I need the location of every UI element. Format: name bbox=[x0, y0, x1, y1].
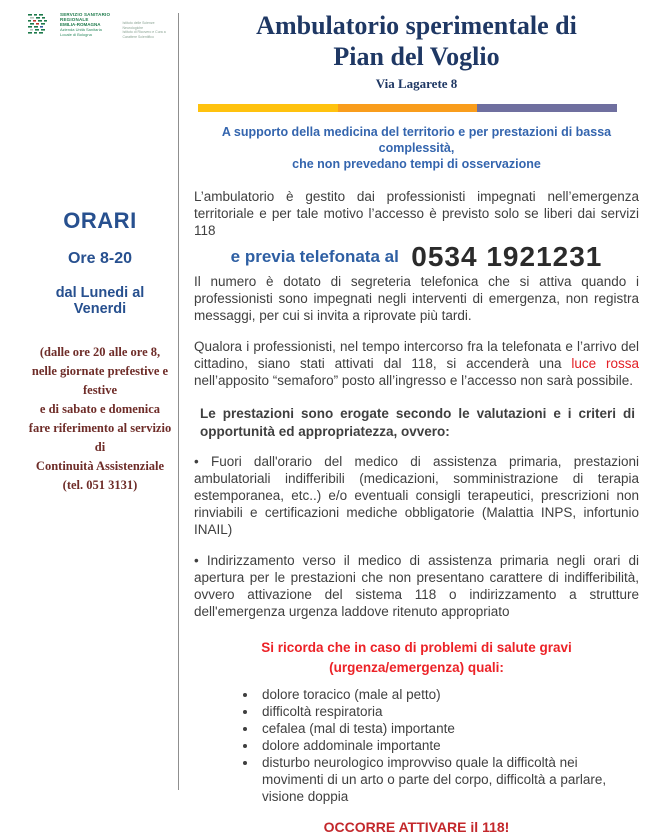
paragraph-red-light bbox=[194, 338, 639, 389]
header-bar bbox=[198, 104, 617, 112]
phone-line bbox=[194, 241, 639, 273]
service-bullet-2: • Indirizzamento verso il medico di assistenza primaria negli orari di apertura per le prestazioni che non presentano carattere di indifferibilità, ovvero attivazione del sistema 118 o indirizzamento a strutture dell'emergenza urgenza laddove ritenuto appropriato bbox=[194, 552, 639, 620]
service-bullet-1: • Fuori dall'orario del medico di assistenza primaria, prestazioni ambulatoriali indifferibili (medicazioni, somministrazione di terapia estemporanea, etc..) e/o eventuali consigli terapeutici, prescrizioni non rinviabili e certificazioni mediche obbligatorie (Malattia INPS, infortunio INAIL) bbox=[194, 453, 639, 538]
logo-line-3: Azienda Unità Sanitaria Locale di Bologna bbox=[60, 27, 102, 37]
institute-line-1: Istituto delle Scienze Neurologiche bbox=[122, 21, 155, 30]
note-line: (tel. 051 3131) bbox=[62, 478, 138, 492]
note-line: e di sabato e domenica bbox=[39, 402, 161, 416]
red-light-text-2: nell’apposito “semaforo” posto all’ingresso e l’accesso non sarà possibile. bbox=[194, 373, 633, 388]
subtitle bbox=[194, 124, 639, 172]
note-line: fare riferimento al servizio di bbox=[28, 421, 172, 454]
red-light-highlight: luce rossa bbox=[571, 356, 639, 371]
title-line-2: Pian del Voglio bbox=[333, 42, 500, 71]
subtitle-line-2: che non prevedano tempi di osservazione bbox=[292, 157, 541, 171]
main-column bbox=[179, 0, 648, 835]
phone-number: 0534 1921231 bbox=[411, 241, 603, 272]
logo-line-2: EMILIA-ROMAGNA bbox=[60, 22, 101, 27]
institute-line-2: Istituto di Ricovero e Cura a Carattere Scientifico bbox=[122, 30, 166, 39]
ssr-logo bbox=[28, 12, 172, 40]
ssr-logo-text bbox=[60, 12, 112, 37]
bar-segment-orange bbox=[338, 104, 478, 112]
left-column bbox=[0, 0, 178, 804]
note-line: Continuità Assistenziale bbox=[35, 459, 165, 473]
symptom-item: • dolore addominale importante bbox=[258, 737, 639, 754]
note-line: (dalle ore 20 alle ore 8, bbox=[39, 345, 161, 359]
orari-days: dal Lunedi al Venerdi bbox=[55, 285, 145, 317]
symptom-list bbox=[238, 686, 639, 805]
orari-hours: Ore 8-20 bbox=[67, 250, 133, 267]
red-light-text-1: Qualora i professionisti, nel tempo intercorso fra la telefonata e l’arrivo del cittadino, siano stati attivati dal 118, si accenderà una bbox=[194, 339, 639, 371]
symptom-item: • dolore toracico (male al petto) bbox=[258, 686, 639, 703]
page-title bbox=[194, 10, 639, 72]
symptom-item: • cefalea (mal di testa) importante bbox=[258, 720, 639, 737]
services-intro: Le prestazioni sono erogate secondo le valutazioni e i criteri di opportunità ed appropriatezza, ovvero: bbox=[200, 406, 635, 439]
bar-segment-purple bbox=[477, 104, 617, 112]
logo-line-1: SERVIZIO SANITARIO REGIONALE bbox=[60, 12, 111, 22]
call-118-warning: OCCORRE ATTIVARE il 118! bbox=[323, 819, 510, 835]
symptom-item: • disturbo neurologico improvviso quale la difficoltà nei movimenti di un arto o parte del corpo, difficoltà a parlare, visione doppia bbox=[258, 754, 639, 805]
emergency-warning bbox=[194, 638, 639, 678]
subtitle-line-1: A supporto della medicina del territorio e per prestazioni di bassa complessità, bbox=[221, 125, 612, 155]
after-hours-note bbox=[28, 343, 172, 495]
paragraph-answering-machine: Il numero è dotato di segreteria telefonica che si attiva quando i professionisti sono impegnati negli interventi di emergenza, non registra messaggi, per cui si invita a riprovate più tardi. bbox=[194, 274, 639, 323]
orari-title: ORARI bbox=[63, 208, 137, 233]
address: Via Lagarete 8 bbox=[375, 76, 458, 91]
ssr-logo-mosaic-icon bbox=[28, 13, 50, 40]
title-line-1: Ambulatorio sperimentale di bbox=[256, 11, 577, 40]
note-line: nelle giornate prefestive e festive bbox=[31, 364, 169, 397]
paragraph-intro: L’ambulatorio è gestito dai professionisti impegnati nell’emergenza territoriale e per tale motivo l’accesso è previsto solo se liberi dai servizi 118 bbox=[194, 189, 639, 238]
warning-line-2: (urgenza/emergenza) quali: bbox=[329, 660, 504, 675]
orari-section bbox=[28, 208, 172, 495]
phone-label: e previa telefonata al bbox=[230, 247, 399, 266]
symptom-item: • difficoltà respiratoria bbox=[258, 703, 639, 720]
bar-segment-yellow bbox=[198, 104, 338, 112]
institute-text bbox=[122, 21, 172, 39]
warning-line-1: Si ricorda che in caso di problemi di salute gravi bbox=[261, 640, 572, 655]
